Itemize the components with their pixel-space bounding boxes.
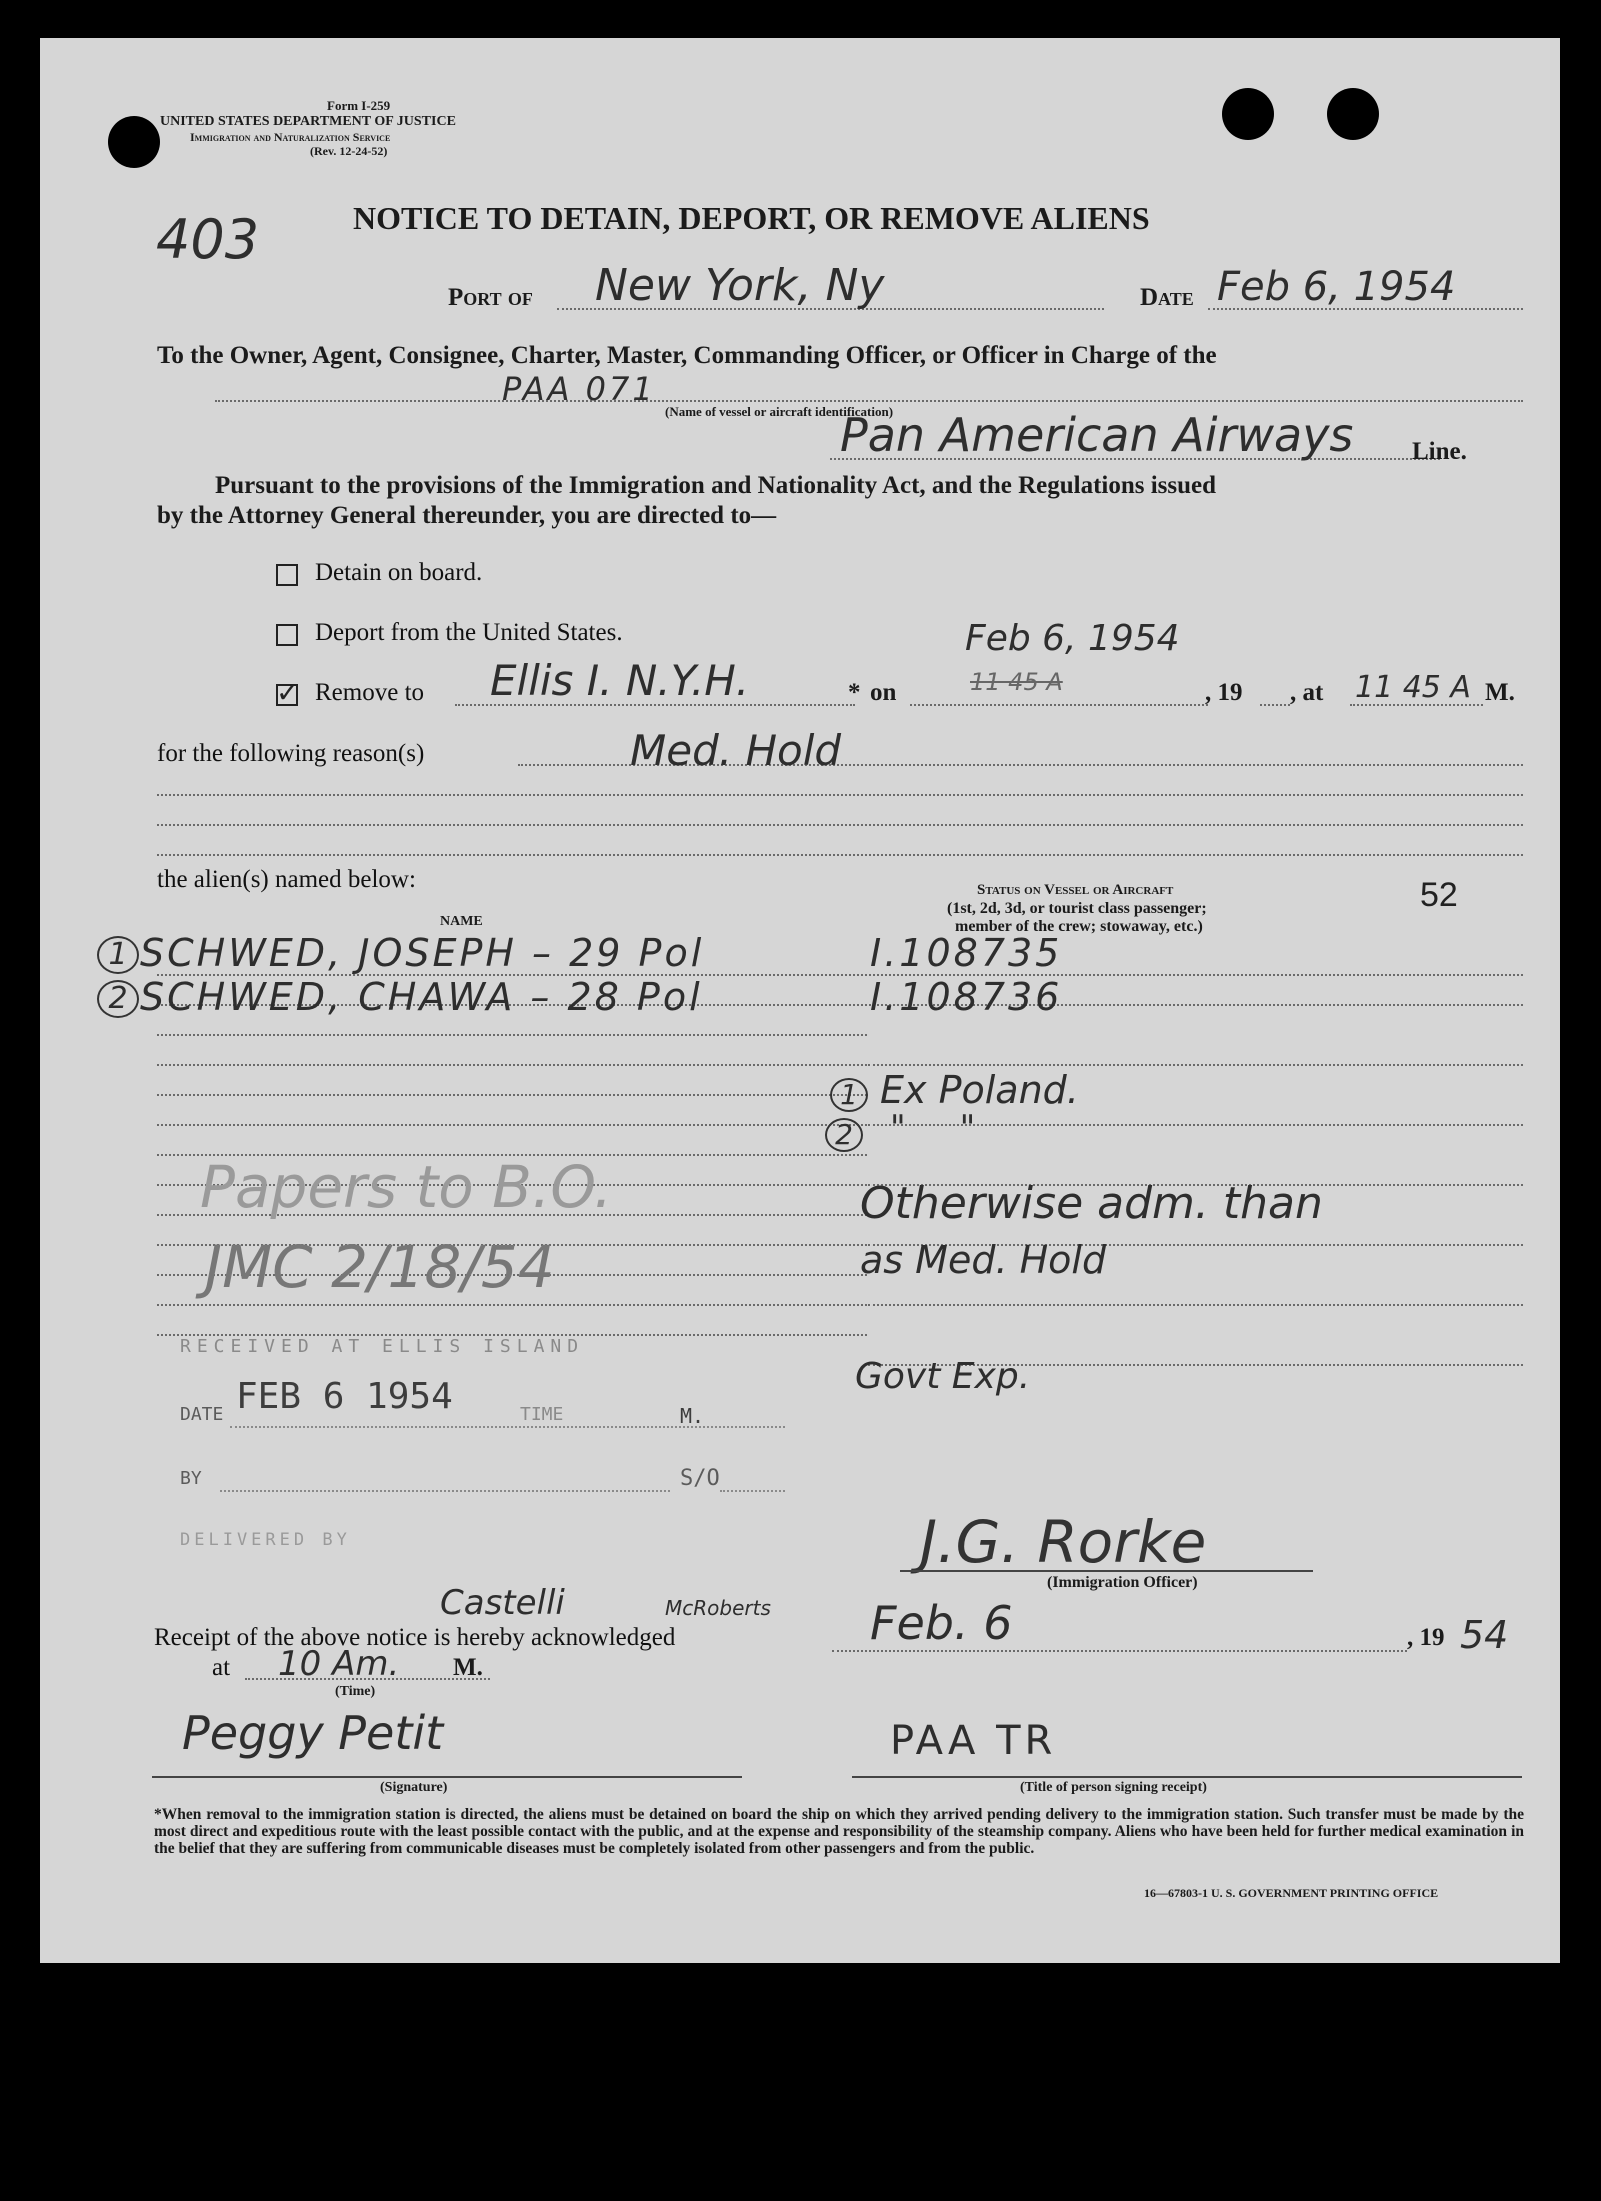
officer-line	[900, 1570, 1313, 1572]
receipt-date-line	[832, 1650, 1407, 1652]
remove-label: Remove to	[315, 679, 425, 706]
remove-date-struck: 11 45 A	[970, 668, 1063, 696]
status-header-1: Status on Vessel or Aircraft	[977, 882, 1174, 898]
initials-note: JMC 2/18/54	[205, 1233, 555, 1301]
remove-date-line	[910, 704, 1208, 706]
reason-line-4	[157, 854, 1523, 856]
receipt-text: Receipt of the above notice is hereby acknowledged	[154, 1624, 676, 1651]
status-header-3: member of the crew; stowaway, etc.)	[955, 918, 1203, 935]
stamp-so-line	[720, 1490, 785, 1492]
status-2-text: " "	[890, 1108, 976, 1148]
stamp-time-label: TIME	[520, 1404, 564, 1425]
status-line-1	[868, 1064, 1523, 1066]
stamp-received: RECEIVED AT ELLIS ISLAND	[180, 1336, 585, 1357]
reason-label: for the following reason(s)	[157, 740, 425, 767]
date-value: Feb 6, 1954	[1217, 264, 1456, 310]
page-title: NOTICE TO DETAIN, DEPORT, OR REMOVE ALIENS	[353, 200, 1150, 236]
reason-line-3	[157, 824, 1523, 826]
receipt-signature: Peggy Petit	[182, 1706, 444, 1760]
remove-date-value: Feb 6, 1954	[965, 618, 1180, 659]
agency-line-1: UNITED STATES DEPARTMENT OF JUSTICE	[160, 114, 456, 129]
remove-time-value: 11 45 A	[1355, 670, 1471, 705]
receipt-signature-caption: (Signature)	[380, 1780, 448, 1795]
m-label: M.	[1485, 679, 1515, 706]
detain-label: Detain on board.	[315, 559, 483, 586]
row-line-5	[157, 1094, 867, 1096]
form-page	[40, 38, 1560, 1963]
receipt-date-value: Feb. 6	[870, 1596, 1013, 1650]
form-revision: (Rev. 12-24-52)	[310, 144, 388, 158]
papers-note: Papers to B.O.	[200, 1153, 613, 1221]
receipt-title-caption: (Title of person signing receipt)	[1020, 1780, 1207, 1795]
line-label: Line.	[1412, 438, 1467, 465]
punch-hole-right-b	[1327, 88, 1379, 140]
reason-value: Med. Hold	[630, 726, 842, 775]
receipt-time-value: 10 Am.	[278, 1644, 400, 1684]
destination-value: Ellis I. N.Y.H.	[490, 656, 750, 705]
receipt-year-label: , 19	[1407, 1624, 1445, 1651]
stamp-delivered-label: DELIVERED BY	[180, 1530, 351, 1550]
agency-line-2: Immigration and Naturalization Service	[190, 130, 391, 144]
status-1-text: Ex Poland.	[880, 1068, 1079, 1112]
deport-checkbox[interactable]	[276, 624, 298, 646]
vessel-value: PAA 071	[502, 370, 656, 408]
alien-1-id: I.108735	[870, 931, 1063, 975]
punch-hole-left	[108, 116, 160, 168]
on-label: on	[870, 679, 897, 706]
detain-checkbox[interactable]	[276, 564, 298, 586]
deport-label: Deport from the United States.	[315, 619, 623, 646]
row-line-6	[157, 1124, 867, 1126]
aliens-label: the alien(s) named below:	[157, 866, 416, 893]
year-label: , 19	[1205, 679, 1243, 706]
stamp-by-label: BY	[180, 1468, 202, 1489]
receipt-year-value: 54	[1460, 1613, 1509, 1657]
port-value: New York, Ny	[595, 260, 885, 311]
alien-2-id: I.108736	[870, 975, 1063, 1019]
count-number: 52	[1420, 876, 1458, 914]
date-label: Date	[1140, 284, 1194, 311]
alien-2-name: SCHWED, CHAWA – 28 Pol	[140, 975, 703, 1019]
officer-signature: J.G. Rorke	[920, 1508, 1207, 1576]
stamp-date-line	[230, 1426, 785, 1428]
vessel-line	[215, 400, 1523, 402]
port-label: Port of	[448, 284, 533, 311]
airline-value: Pan American Airways	[840, 408, 1354, 462]
row-line-3	[157, 1034, 867, 1036]
form-number: Form I-259	[327, 98, 391, 113]
year-line	[1260, 704, 1290, 706]
receipt-names-2: McRoberts	[665, 1596, 771, 1620]
reason-line-2	[157, 794, 1523, 796]
receipt-title-line	[852, 1776, 1522, 1778]
alien-2-number: 2	[97, 980, 139, 1018]
receipt-m-label: M.	[453, 1654, 483, 1681]
status-2-number: 2	[825, 1118, 863, 1152]
officer-caption: (Immigration Officer)	[1047, 1574, 1198, 1591]
vessel-caption: (Name of vessel or aircraft identification)	[665, 404, 894, 419]
row-line-4	[157, 1064, 867, 1066]
receipt-names: Castelli	[440, 1583, 565, 1623]
alien-1-number: 1	[97, 936, 139, 974]
alien-1-name: SCHWED, JOSEPH – 29 Pol	[140, 931, 705, 975]
stamp-m-label: M.	[680, 1404, 705, 1428]
printer-line: 16—67803-1 U. S. GOVERNMENT PRINTING OFFICE	[1144, 1886, 1439, 1900]
remark-line-1: Otherwise adm. than	[860, 1178, 1323, 1229]
pursuant-line-2: by the Attorney General thereunder, you are directed to—	[157, 502, 777, 529]
status-line-5	[868, 1304, 1523, 1306]
remark-line-2: as Med. Hold	[860, 1238, 1107, 1282]
receipt-title-value: PAA TR	[890, 1718, 1057, 1764]
addressee-text: To the Owner, Agent, Consignee, Charter, Master, Commanding Officer, or Officer in Charge of the	[157, 342, 1217, 369]
receipt-time-caption: (Time)	[335, 1684, 376, 1699]
punch-hole-right-a	[1222, 88, 1274, 140]
govt-expense: Govt Exp.	[855, 1356, 1031, 1397]
destination-star: *	[848, 679, 861, 706]
stamp-so-label: S/O	[680, 1466, 720, 1491]
stamp-date-label: DATE	[180, 1404, 224, 1425]
remove-checkbox[interactable]: ✓	[276, 676, 300, 709]
status-header-2: (1st, 2d, 3d, or tourist class passenger;	[947, 900, 1207, 917]
status-1-number: 1	[830, 1078, 868, 1112]
pursuant-line-1: Pursuant to the provisions of the Immigration and Nationality Act, and the Regulations issued	[215, 472, 1217, 499]
receipt-at-label: at	[212, 1654, 231, 1681]
file-number: 403	[156, 208, 260, 271]
footnote: *When removal to the immigration station is directed, the aliens must be detained on board the ship on which they arrived pending delivery to the immigration station. Such transfer must be made by the most direct and expeditious route with the least possible contact with the public, and at the expense and responsibility of the steamship company. Aliens who have been held for further medical examination in the belief that they are suffering from communicable diseases must be completely isolated from other passengers and from the public.	[154, 1806, 1524, 1857]
stamp-date-value: FEB 6 1954	[236, 1376, 453, 1417]
receipt-signature-line	[152, 1776, 742, 1778]
at-label: , at	[1290, 679, 1324, 706]
stamp-by-line	[220, 1490, 670, 1492]
name-header: NAME	[440, 914, 483, 929]
row-line-12	[157, 1304, 867, 1306]
